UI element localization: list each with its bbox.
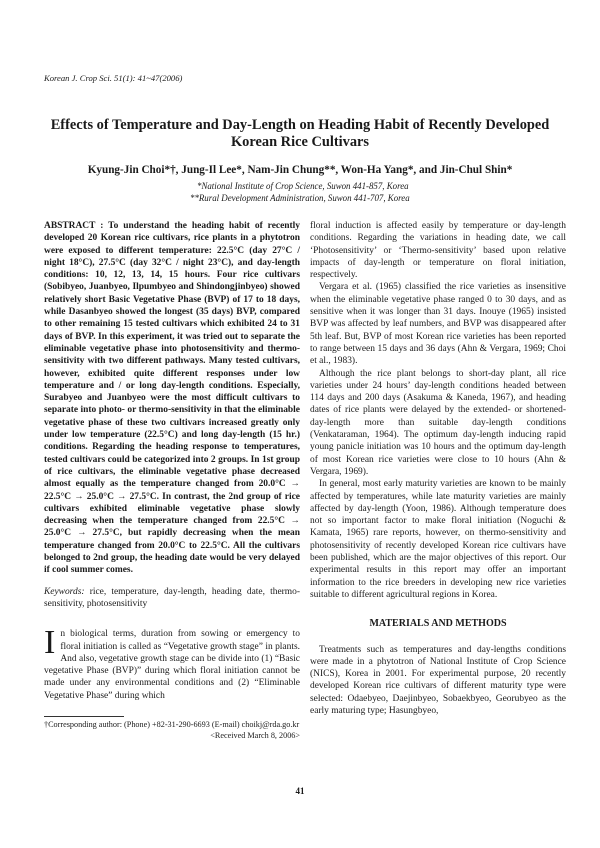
affiliation-1: *National Institute of Crop Science, Suwon 441-857, Korea — [197, 181, 409, 191]
journal-citation: Korean J. Crop Sci. 51(1): 41~47(2006) — [44, 73, 183, 83]
section-heading: MATERIALS AND METHODS — [369, 618, 507, 630]
corresponding-author: †Corresponding author: (Phone) +82-31-290-6693 (E-mail) choikj@rda.go.kr — [44, 720, 300, 729]
affiliation-2: **Rural Development Administration, Suwon 441-707, Korea — [190, 193, 410, 204]
footnote-rule — [44, 716, 124, 717]
author-list: Kyung-Jin Choi*†, Jung-Il Lee*, Nam-Jin Chung**, Won-Ha Yang*, and Jin-Chul Shin* — [87, 164, 513, 176]
keywords — [44, 586, 300, 611]
corresponding-footnote — [44, 719, 300, 741]
keywords-text: rice, temperature, day-length, heading date, thermo-sensitivity, photosensitivity — [44, 586, 300, 609]
paragraph: In general, most early maturity varieties are known to be mainly affected by temperatures, while late maturity varieties are mainly affected by day-length (Yoon, 1986). Although temperature does not so important factor to make floral initiation (Noguchi & Kamata, 1965) rare reports, however, on thermo-sensitivity and photosensitivity of recently developed Korean rice cultivars have been published, which are the major objectives of this report. Our experimental results in this report may offer an important information to the rice breeders in developing new rice varieties suitable to different agricultural regions in Korea. — [310, 479, 566, 600]
paragraph: Vergara et al. (1965) classified the rice varieties as insensitive when the eliminable vegetative phase ranged 0 to 30 days, and as sensitive when it was longer than 31 days. Inouye (1965) insisted BVP was affected by leaf numbers, and BVP was disappeared after 5th leaf. But, BVP of most Korean rice varieties has been reported to range between 15 days and 36 days (Ahn & Vergara, 1969; Choi et al., 1983). — [310, 282, 566, 367]
right-column — [310, 220, 566, 717]
left-column — [44, 220, 300, 702]
keywords-label: Keywords: — [44, 586, 85, 597]
paragraph: Although the rice plant belongs to short-day plant, all rice varieties under 24 hours’ day-length conditions headed between 114 days and 200 days (Asakuma & Kaneda, 1967), and heading dates of rice plants were delayed by the extended- or shortened- day-length more than suitable day-length conditions (Venkataraman, 1964). The optimum day-length inducing rapid young panicle initiation was 10 hours and the optimum day-length of most Korean rice varieties were close to 10 hours (Ahn & Vergara, 1969). — [310, 368, 566, 477]
drop-cap: I — [44, 624, 56, 662]
intro-text: n biological terms, duration from sowing or emergency to floral initiation is called as “Vegetative growth stage” in plants. And also, vegetative growth stage can be divide into (1) “Basic vegetative Phase (BVP)” during which floral initiation cannot be made under any environmental conditions and (2) “Eliminable Vegetative Phase” during which — [44, 629, 300, 701]
affiliations — [190, 180, 490, 205]
abstract-text: ABSTRACT : To understand the heading habit of recently developed 20 Korean rice cultivars, rice plants in a phytotron were exposed to different temperature: 22.5°C (day 27°C / night 18°C), 27.5°C (day 32°C / night 23°C), and day-length conditions: 10, 12, 13, 14, 15 hours. Four rice cultivars (Sobibyeo, Juanbyeo, Ilpumbyeo and Shindongjinbyeo) showed relatively short Basic Vegetative Phase (BVP) of 17 to 18 days, while Dasanbyeo showed the longest (35 days) BVP, compared to other remaining 15 tested cultivars which exhibited 24 to 31 days of BVP. In this experiment, it was tried out to separate the eliminable vegetative phase into photosensitivity and thermo-sensitivity with two different pathways. Many tested cultivars, however, exhibited quite different responses under low temperature and / or long day-length conditions. Especially, Surabyeo and Juanbyeo were the most difficult cultivars to separate into photo- or thermo-sensitivity in that the eliminable vegetative phase of these two cultivars increased greatly only under low temperature (22.5°C) and long day-length (15 hr.) conditions. Regarding the heading response to temperatures, tested cultivars could be categorized into 2 groups. In 1st group of rice cultivars, the eliminable vegetative phase decreased almost equally as the temperature changed from 20.0°C → 22.5°C → 25.0°C → 27.5°C. In contrast, the 2nd group of rice cultivars exhibited eliminable vegetative phase slowly decreasing when the temperature changed from 22.5°C → 25.0°C → 27.5°C, but rapidly decreasing when the mean temperature changed from 20.0°C to 22.5°C. All the cultivars belonged to 2nd group, the heading date would be very delayed if cool summer comes. — [44, 221, 300, 576]
intro-paragraph — [44, 624, 300, 702]
paragraph: floral induction is affected easily by temperature or day-length conditions. Regarding the variations in heading date, we call ‘Photosensitivity’ or ‘Thermo-sensitivity’ based upon relative impacts of day-length or temperature on floral initiation, respectively. — [310, 221, 566, 281]
received-date: <Received March 8, 2006> — [210, 731, 300, 740]
abstract — [44, 220, 300, 577]
methods-paragraph: Treatments such as temperatures and day-lengths conditions were made in a phytotron of National Institute of Crop Science (NICS), Korea in 2001. For experimental purpose, 20 recently developed Korean rice cultivars of different maturity type were selected: Odaebyeo, Daejinbyeo, Sobaekbyeo, Georubyeo as the early maturing type; Hasungbyeo, — [310, 644, 566, 716]
paper-title: Effects of Temperature and Day-Length on Heading Habit of Recently Developed Korean Rice Cultivars — [50, 117, 550, 150]
page-number: 41 — [295, 786, 305, 796]
